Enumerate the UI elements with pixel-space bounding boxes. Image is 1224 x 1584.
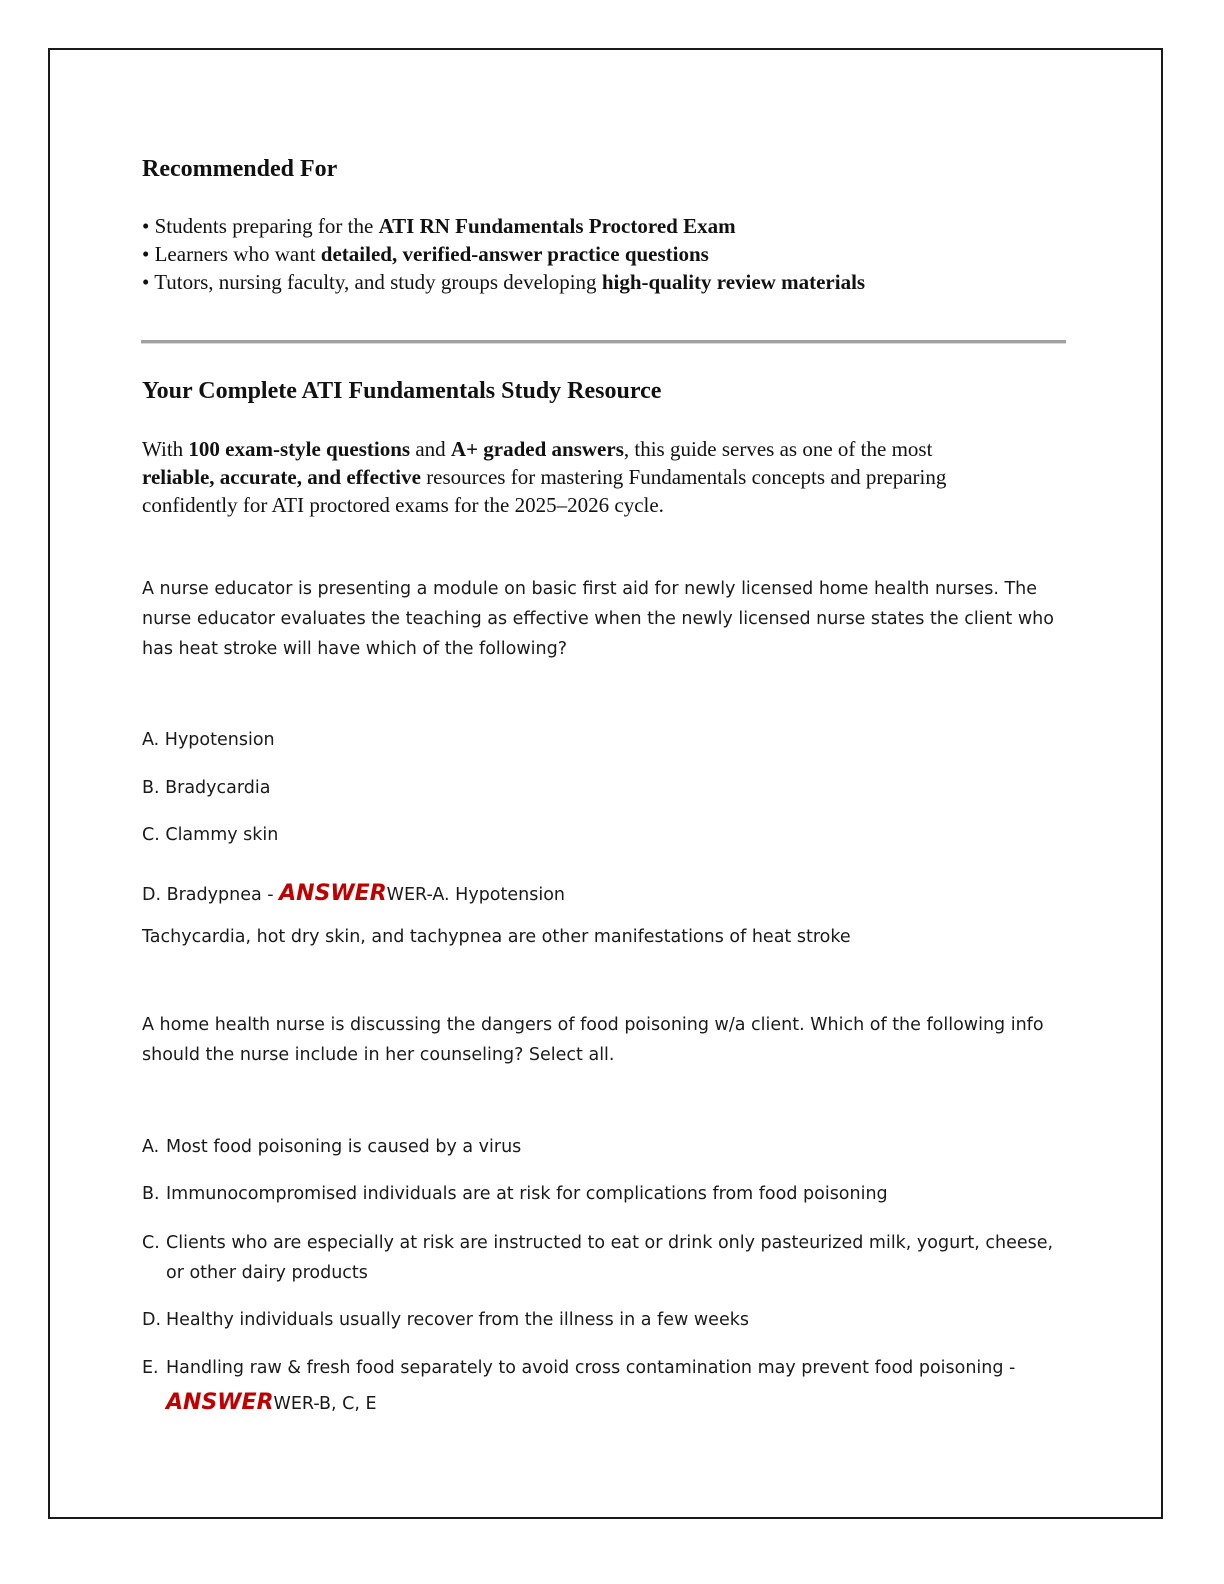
resource-paragraph-line <box>142 463 946 492</box>
recommended-bullet <box>142 268 865 296</box>
option-text: Handling raw & fresh food separately to avoid cross contamination may prevent food poisoning - <box>166 1358 1016 1378</box>
recommended-bullet <box>142 212 736 240</box>
option-letter: D. <box>142 1310 162 1330</box>
question-text: A home health nurse is discussing the dangers of food poisoning w/a client. Which of the following info <box>142 1015 1044 1035</box>
option-letter: A. <box>142 1137 160 1157</box>
bold-text: 100 exam-style questions <box>188 437 411 461</box>
option-text: Most food poisoning is caused by a virus <box>166 1137 522 1157</box>
answer-label: ANSWER <box>166 1390 274 1415</box>
recommended-heading: Recommended For <box>142 156 338 182</box>
resource-heading: Your Complete ATI Fundamentals Study Resource <box>142 378 662 404</box>
bold-text: reliable, accurate, and effective <box>142 465 421 489</box>
bullet-bold: detailed, verified-answer practice questions <box>320 242 709 266</box>
question-text: nurse educator evaluates the teaching as effective when the newly licensed nurse states the client who <box>142 609 1054 629</box>
option-text: Healthy individuals usually recover from the illness in a few weeks <box>166 1310 749 1330</box>
text: With <box>142 437 189 461</box>
question-text: has heat stroke will have which of the following? <box>142 639 568 659</box>
section-divider <box>141 340 1066 344</box>
answer-label: ANSWER <box>279 881 387 906</box>
answer-option <box>142 1228 1053 1258</box>
answer-line <box>166 1388 377 1419</box>
text: resources for mastering Fundamentals concepts and preparing <box>420 465 947 489</box>
bullet-text: • Learners who want <box>142 242 321 266</box>
text: , this guide serves as one of the most <box>623 437 933 461</box>
answer-option: C. Clammy skin <box>142 825 279 845</box>
answer-text: WER-B, C, E <box>273 1394 377 1414</box>
answer-option: B. Bradycardia <box>142 778 271 798</box>
text: and <box>410 437 451 461</box>
answer-option <box>142 879 565 910</box>
question-text: A nurse educator is presenting a module on basic first aid for newly licensed home health nurses. The <box>142 579 1038 599</box>
bullet-text: • Tutors, nursing faculty, and study groups developing <box>142 270 602 294</box>
answer-text: WER-A. Hypotension <box>386 885 566 905</box>
bullet-bold: high-quality review materials <box>601 270 866 294</box>
option-text: D. Bradypnea - <box>142 885 280 905</box>
bullet-text: • Students preparing for the <box>142 214 379 238</box>
resource-paragraph-line <box>142 435 932 464</box>
bold-text: A+ graded answers <box>450 437 624 461</box>
answer-option <box>142 1305 749 1335</box>
option-letter: B. <box>142 1184 160 1204</box>
option-text: Immunocompromised individuals are at risk for complications from food poisoning <box>166 1184 888 1204</box>
rationale-text: Tachycardia, hot dry skin, and tachypnea are other manifestations of heat stroke <box>142 927 851 947</box>
option-letter: E. <box>142 1358 159 1378</box>
recommended-bullet <box>142 240 709 268</box>
option-continuation: or other dairy products <box>166 1263 368 1283</box>
option-text: Clients who are especially at risk are instructed to eat or drink only pasteurized milk, yogurt, cheese, <box>166 1233 1054 1253</box>
answer-option <box>142 1353 1015 1383</box>
answer-option <box>142 1132 521 1162</box>
bullet-bold: ATI RN Fundamentals Proctored Exam <box>378 214 736 238</box>
answer-option <box>142 1179 888 1209</box>
question-text: should the nurse include in her counseling? Select all. <box>142 1045 615 1065</box>
option-letter: C. <box>142 1233 160 1253</box>
answer-option: A. Hypotension <box>142 730 275 750</box>
resource-paragraph-line: confidently for ATI proctored exams for the 2025–2026 cycle. <box>142 493 664 517</box>
